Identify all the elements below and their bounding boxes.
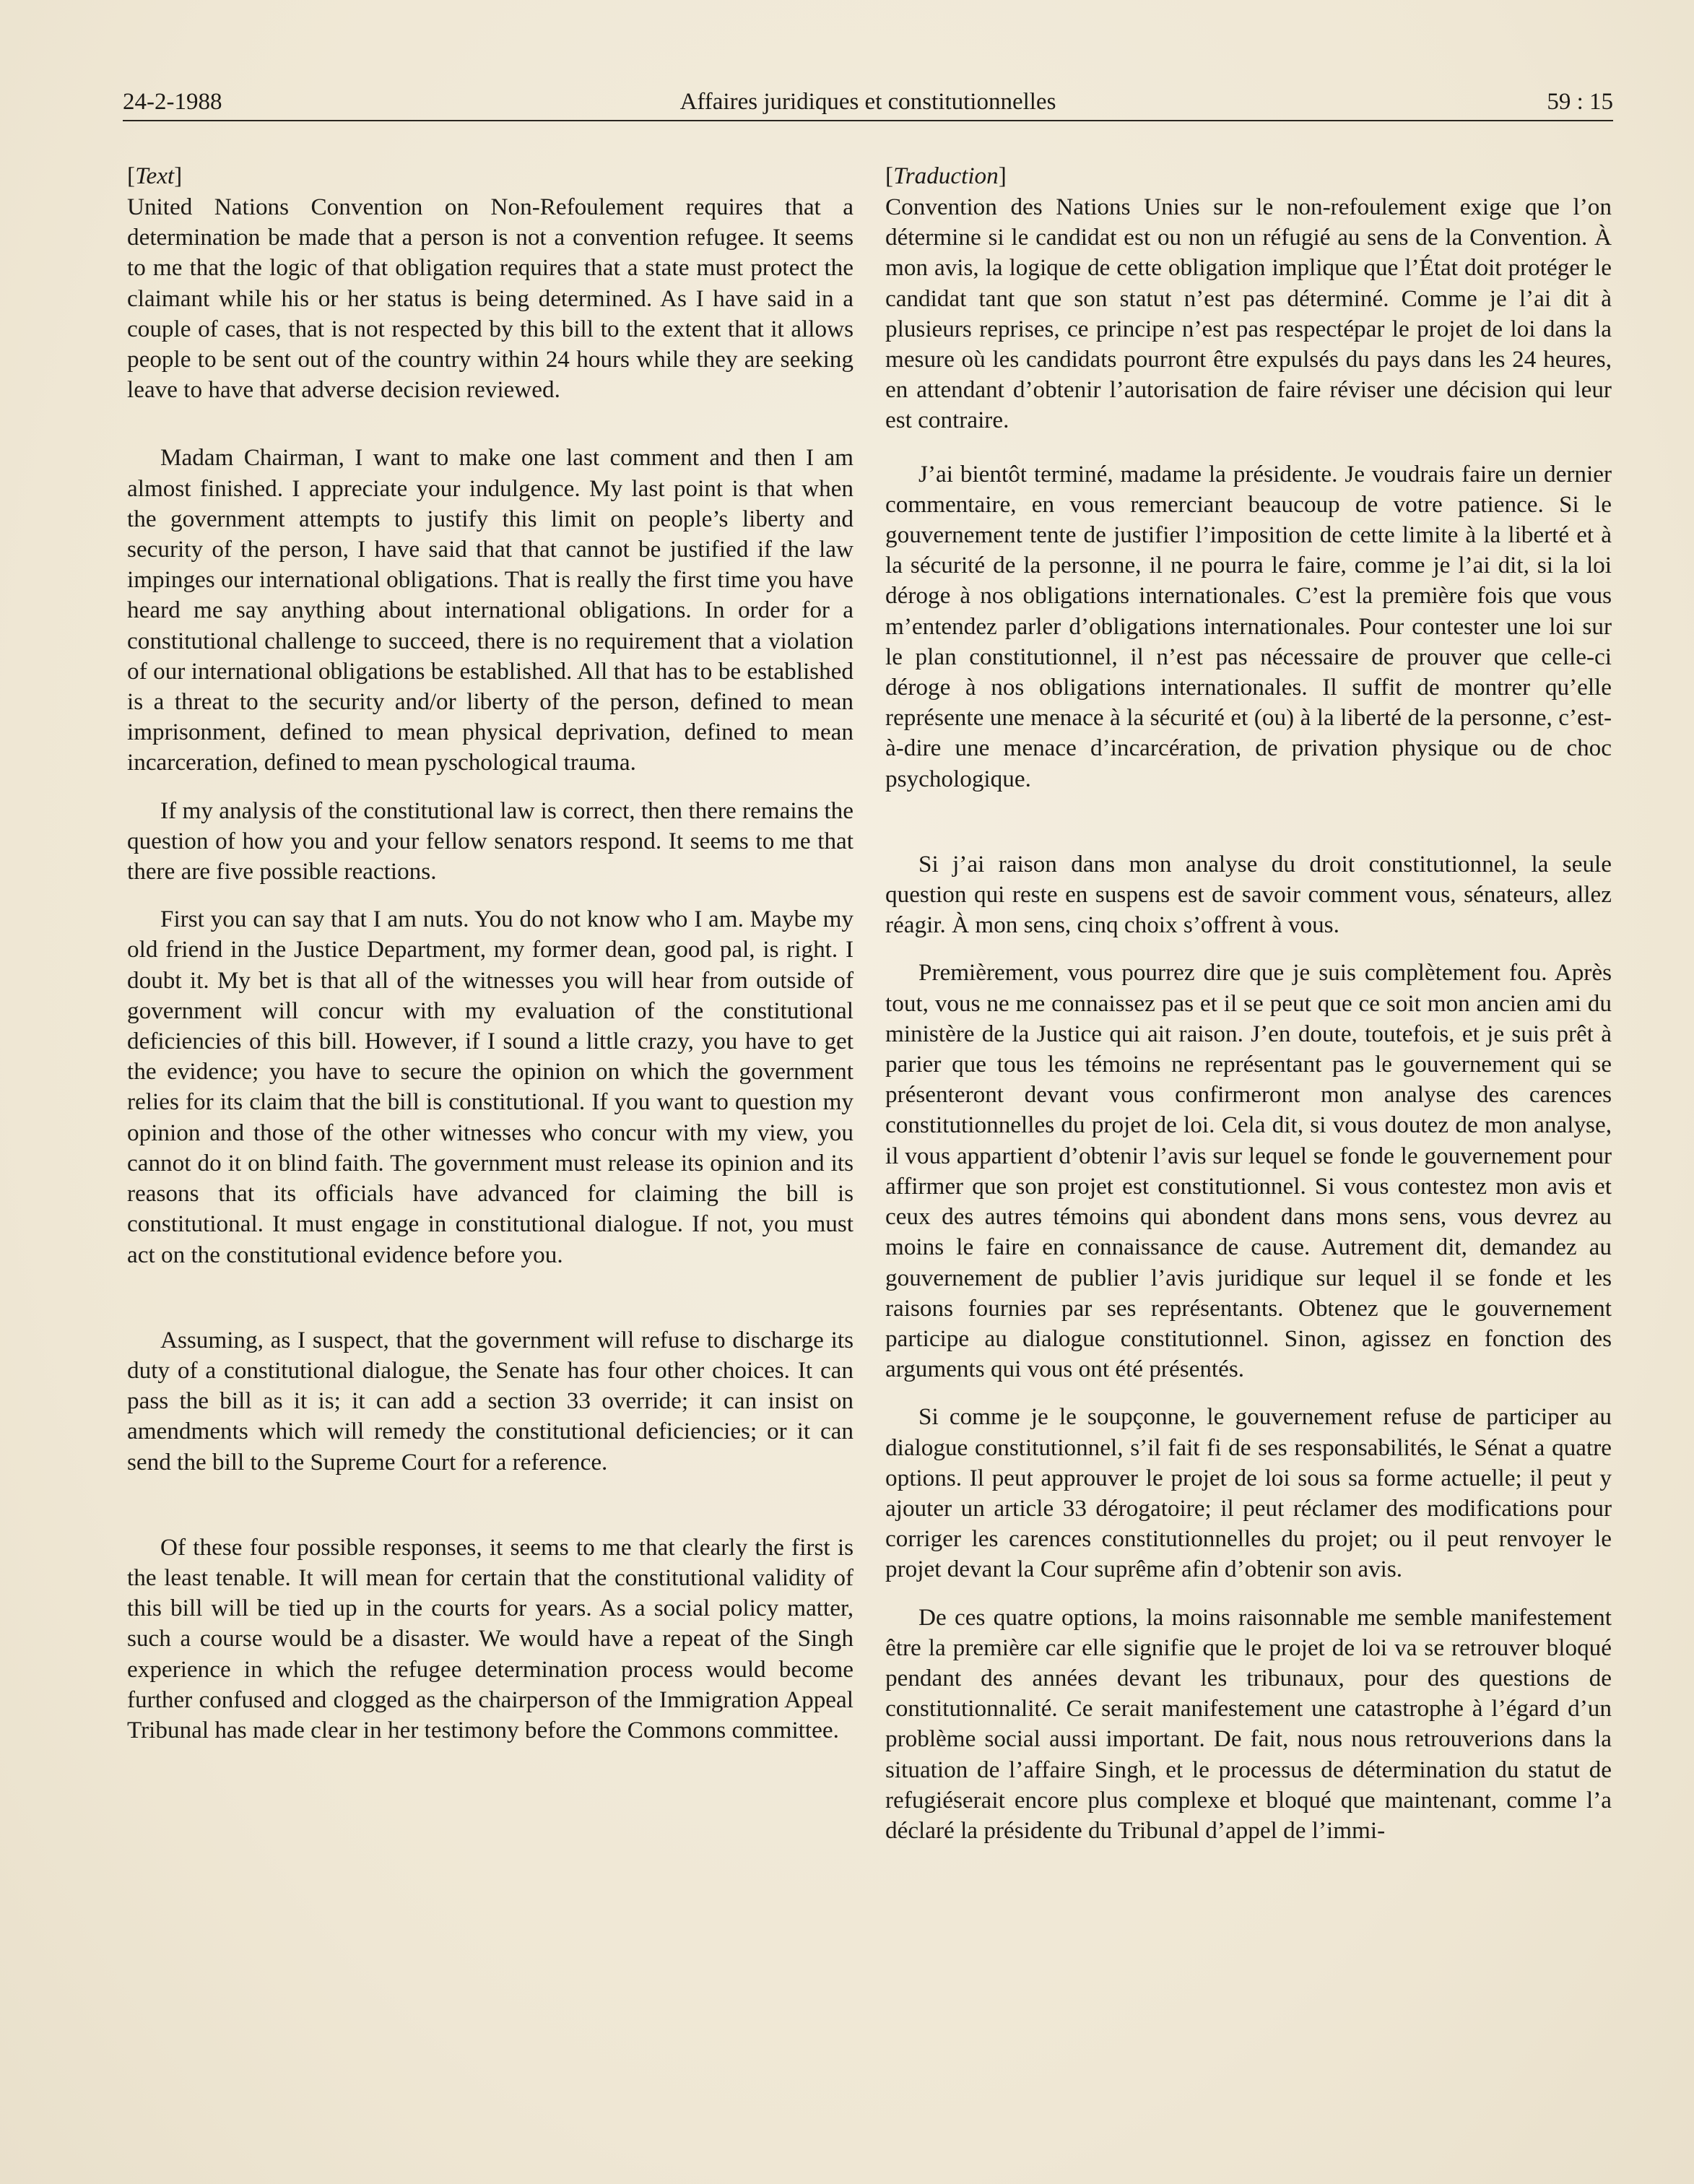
french-column-heading: [Traduction] (885, 162, 1007, 189)
french-paragraph: De ces quatre options, la moins raisonnable me semble manifestement être la première car elle signifie que le projet de loi va se retrouver bloqué pendant des années devant les tribunaux, pour des questions de constitutionnalité. Ce serait manifestement une catastrophe à l’égard d’un problème social aussi important. De fait, nous nous retrouverions dans la situation de l’affaire Singh, et le processus de détermination du statut de refugiéserait encore plus complexe et bloqué que maintenant, comme l’a déclaré la présidente du Tribunal d’appel de l’immi- (885, 1603, 1612, 1844)
header-page-number: 59 : 15 (1547, 89, 1613, 115)
header-rule (123, 120, 1613, 121)
french-paragraph: J’ai bientôt terminé, madame la présidente. Je voudrais faire un dernier commentaire, en vous remerciant beaucoup de votre patience. Si le gouvernement tente de justifier l’imposition de cette limite à la liberté et à la sécurité de la personne, il ne pourra le faire, comme je l’ai dit, si la loi déroge à nos obligations internationales. C’est la première fois que vous m’entendez parler d’obligations internationales. Pour contester une loi sur le plan constitutionnel, il n’est pas nécessaire de prouver que celle-ci déroge à nos obligations internationales. Il suffit de montrer qu’elle représente une menace à la sécurité et (ou) à la liberté de la personne, c’est-à-dire une menace d’incarcération, de privation physique ou de choc psychologique. (885, 460, 1612, 792)
french-paragraph: Si j’ai raison dans mon analyse du droit constitutionnel, la seule question qui reste en suspens est de savoir comment vous, sénateurs, allez réagir. À mon sens, cinq choix s’offrent à vous. (885, 850, 1612, 939)
french-paragraph: Premièrement, vous pourrez dire que je suis complètement fou. Après tout, vous ne me connaissez pas et il se peut que ce soit mon ancien ami du ministère de la Justice qui ait raison. J’en doute, toutefois, et je suis prêt à parier que tous les témoins ne représentant pas le gouvernement qui se présenteront devant vous confirmeront mon analyse des carences constitutionnelles du projet de loi. Cela dit, si vous doutez de mon analyse, il vous appartient d’obtenir l’avis sur lequel se fonde le gouvernement pour affirmer que son projet est constitutionnel. Si vous contestez mon avis et ceux des autres témoins qui abondent dans mons sens, vous devrez au moins le faire en connaissance de cause. Autrement dit, demandez au gouvernement de publier l’avis juridique sur lequel il se fonde et les raisons fournies par ses représentants. Obtenez que le gouvernement participe au dialogue constitutionnel. Sinon, agissez en fonction des arguments qui vous ont été présentés. (885, 959, 1612, 1383)
french-paragraph: Convention des Nations Unies sur le non-refoulement exige que l’on détermine si le candidat est ou non un réfugié au sens de la Convention. À mon avis, la logique de cette obligation implique que l’État doit protéger le candidat tant que son statut n’est pas déterminé. Comme je l’ai dit à plusieurs reprises, ce principe n’est pas respectépar le projet de loi dans la mesure où les candidats pourront être expulsés du pays dans les 24 heures, en attendant d’obtenir l’autorisation de faire réviser une décision qui leur est contraire. (885, 194, 1612, 434)
english-paragraph: First you can say that I am nuts. You do not know who I am. Maybe my old friend in the Justice Department, my former dean, good pal, is right. I doubt it. My bet is that all of the witnesses you will hear from outside of government will concur with my evaluation of the constitutional deficiencies of this bill. However, if I sound a little crazy, you have to get the evidence; you have to secure the opinion on which the government relies for its claim that the bill is constitutional. If you want to question my opinion and those of the other witnesses who concur with my view, you cannot do it on blind faith. The government must release its opinion and its reasons that its officials have advanced for claiming the bill is constitutional. It must engage in constitutional dialogue. If not, you must act on the constitutional evidence before you. (127, 906, 853, 1268)
english-paragraph: Assuming, as I suspect, that the government will refuse to discharge its duty of a constitutional dialogue, the Senate has four other choices. It can pass the bill as it is; it can add a section 33 override; it can insist on amendments which will remedy the constitutional deficiencies; or it can send the bill to the Supreme Court for a reference. (127, 1326, 853, 1476)
english-paragraph: Of these four possible responses, it seems to me that clearly the first is the least tenable. It will mean for certain that the constitutional validity of this bill will be tied up in the courts for years. As a social policy matter, such a course would be a disaster. We would have a repeat of the Singh experience in which the refugee determination process would become further confused and clogged as the chairperson of the Immigration Appeal Tribunal has made clear in her testimony before the Commons committee. (127, 1533, 853, 1743)
header-title: Affaires juridiques et constitutionnelles (679, 89, 1056, 115)
english-paragraph: If my analysis of the constitutional law is correct, then there remains the question of how you and your fellow senators respond. It seems to me that there are five possible reactions. (127, 797, 853, 885)
english-column-heading: [Text] (127, 162, 183, 189)
english-paragraph: Madam Chairman, I want to make one last comment and then I am almost finished. I appreciate your indulgence. My last point is that when the government attempts to justify this limit on people’s liberty and security of the person, I have said that that cannot be justified if the law impinges our international obligations. That is really the first time you have heard me say anything about international obligations. In order for a constitutional challenge to succeed, there is no requirement that a violation of our international obligations be established. All that has to be established is a threat to the security and/or liberty of the person, defined to mean imprisonment, defined to mean physical deprivation, defined to mean incarceration, defined to mean pyschological trauma. (127, 444, 853, 776)
french-column (885, 160, 1612, 1846)
header-date: 24-2-1988 (123, 89, 222, 115)
page-header (123, 81, 1613, 123)
french-paragraph: Si comme je le soupçonne, le gouvernement refuse de participer au dialogue constitutionnel, s’il fait fi de ses responsabilités, le Sénat a quatre options. Il peut approuver le projet de loi sous sa forme actuelle; il peut y ajouter un article 33 dérogatoire; il peut réclamer des modifications pour corriger les carences constitutionnelles du projet; ou il peut renvoyer le projet devant la Cour suprême afin d’obtenir son avis. (885, 1403, 1612, 1583)
english-paragraph: United Nations Convention on Non-Refoulement requires that a determination be made that a person is not a convention refugee. It seems to me that the logic of that obligation requires that a state must protect the claimant while his or her status is being determined. As I have said in a couple of cases, that is not respected by this bill to the extent that it allows people to be sent out of the country within 24 hours while they are seeking leave to have that adverse decision reviewed. (127, 194, 853, 404)
english-column (127, 160, 853, 1746)
